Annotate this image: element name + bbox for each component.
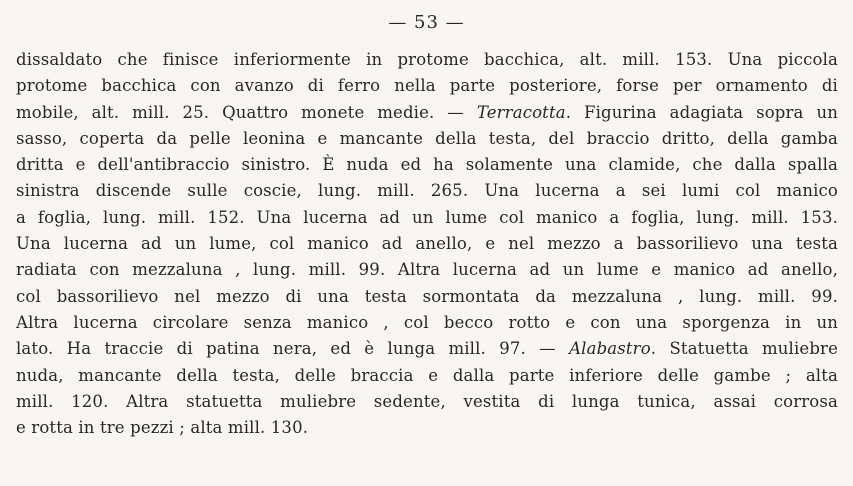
text-run: e rotta in tre pezzi ; alta mill. 130. (16, 418, 309, 438)
italic-term-terracotta: Terracotta (476, 102, 566, 122)
text-run: mill. 120. Altra statuetta muliebre sedente, vestita di lunga tunica, assai corrosa (16, 391, 838, 411)
italic-term-alabastro: Alabastro (569, 339, 651, 359)
text-line-1 (16, 47, 838, 73)
text-line-9 (16, 257, 838, 283)
text-run: sasso, coperta da pelle leonina e mancante della testa, del braccio dritto, della gamba (16, 128, 838, 148)
text-line-11 (16, 310, 838, 336)
text-run: Una lucerna ad un lume, col manico ad anello, e nel mezzo a bassorilievo una testa (16, 234, 838, 254)
text-line-6 (16, 178, 838, 204)
text-line-14 (16, 389, 838, 415)
text-line-2 (16, 73, 838, 99)
text-line-4 (16, 126, 838, 152)
text-run: a foglia, lung. mill. 152. Una lucerna ad un lume col manico a foglia, lung. mill. 153. (16, 207, 838, 227)
text-run: col bassorilievo nel mezzo di una testa sormontata da mezzaluna , lung. mill. 99. (16, 286, 838, 306)
text-line-13 (16, 363, 838, 389)
text-run: dritta e dell'antibraccio sinistro. È nuda ed ha solamente una clamide, che dalla spalla (16, 155, 838, 175)
text-run: sinistra discende sulle coscie, lung. mill. 265. Una lucerna a sei lumi col manico (16, 181, 838, 201)
text-run: lato. Ha traccie di patina nera, ed è lunga mill. 97. — (16, 339, 570, 359)
text-run: nuda, mancante della testa, delle braccia e dalla parte inferiore delle gambe ; alta (16, 365, 838, 385)
page-number: — 53 — (388, 12, 465, 33)
text-line-3 (16, 100, 838, 126)
text-run: Altra lucerna circolare senza manico , col becco rotto e con una sporgenza in un (16, 312, 838, 332)
text-line-5 (16, 152, 838, 178)
text-line-12 (16, 336, 838, 362)
text-run: . Statuetta muliebre (650, 339, 838, 359)
text-line-8 (16, 231, 838, 257)
text-line-7 (16, 205, 838, 231)
text-run: . Figurina adagiata sopra un (565, 102, 838, 122)
text-run: dissaldato che finisce inferiormente in protome bacchica, alt. mill. 153. Una piccola (16, 50, 838, 69)
text-run: radiata con mezzaluna , lung. mill. 99. Altra lucerna ad un lume e manico ad anello, (16, 260, 838, 280)
text-line-10 (16, 284, 838, 310)
text-line-15 (16, 415, 838, 441)
body-text (16, 47, 838, 441)
text-run: protome bacchica con avanzo di ferro nella parte posteriore, forse per ornamento di (16, 76, 838, 96)
text-run: mobile, alt. mill. 25. Quattro monete medie. — (16, 102, 477, 122)
